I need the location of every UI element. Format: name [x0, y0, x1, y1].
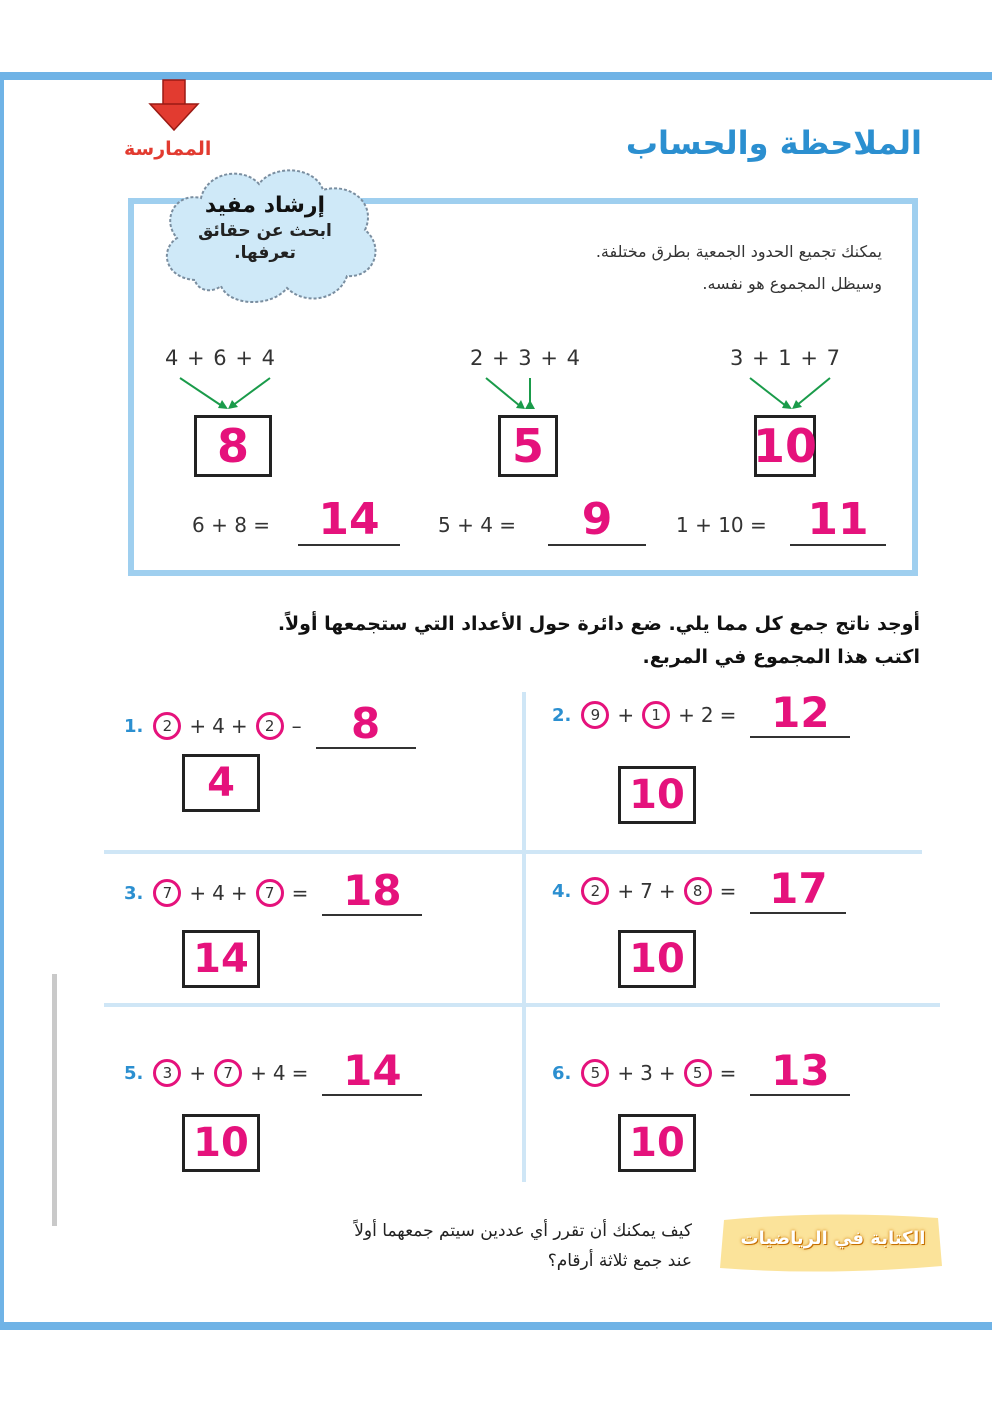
plus-sign: +	[678, 703, 695, 727]
circled-number: 7	[256, 879, 284, 907]
sum-box: 10	[182, 1114, 260, 1172]
equals-sign: =	[291, 881, 309, 905]
plus-sign: +	[189, 1061, 207, 1085]
circled-number: 5	[581, 1059, 609, 1087]
addend: 7	[640, 879, 653, 903]
instructions-line-1: أوجد ناتج جمع كل مما يلي. ضع دائرة حول الأعداد التي ستجمعها أولاً.	[277, 613, 920, 635]
arrow-down-icon	[146, 78, 202, 134]
exercise-2	[552, 688, 850, 738]
tip-text-line-2: وسيظل المجموع هو نفسه.	[702, 274, 882, 293]
writing-badge-label: الكتابة في الرياضيات	[740, 1228, 926, 1249]
writing-prompt	[222, 1216, 692, 1276]
plus-sign: +	[617, 1061, 635, 1085]
cloud-line-1: ابحث عن حقائق	[198, 221, 332, 241]
example-expression: 3 + 1 + 7	[730, 346, 841, 370]
answer-line: 18	[322, 870, 422, 916]
plus-sign: +	[189, 881, 207, 905]
equals-sign: =	[291, 1061, 309, 1085]
sum-box: 10	[618, 766, 696, 824]
plus-sign: +	[617, 703, 635, 727]
grid-divider-horizontal	[104, 1003, 940, 1007]
instructions-line-2: اكتب هذا المجموع في المربع.	[642, 646, 920, 668]
circled-number: 2	[581, 877, 609, 905]
answer-line: 14	[298, 500, 400, 546]
cloud-title: إرشاد مفيد	[204, 193, 326, 218]
answer-line: 12	[750, 692, 850, 738]
sum-box: 5	[498, 415, 558, 477]
exercise-6	[552, 1046, 850, 1096]
answer-line: 11	[790, 500, 886, 546]
plus-sign: +	[250, 1061, 267, 1085]
grid-divider-vertical	[522, 692, 526, 1182]
exercise-number: 4.	[552, 880, 572, 902]
equals-sign: =	[719, 1061, 737, 1085]
copyright-strip	[48, 974, 62, 1226]
addend: 3	[640, 1061, 653, 1085]
circled-number: 7	[153, 879, 181, 907]
plus-sign: +	[189, 714, 207, 738]
cloud-line-2: تعرفها.	[234, 243, 296, 263]
exercise-number: 2.	[552, 704, 572, 726]
exercise-number: 3.	[124, 882, 144, 904]
addend: 4	[272, 1061, 286, 1085]
page-title: الملاحظة والحساب	[625, 124, 922, 162]
circled-number: 3	[153, 1059, 181, 1087]
answer-line: 17	[750, 868, 846, 914]
equals-sign: –	[291, 714, 302, 738]
answer-line: 14	[322, 1050, 422, 1096]
answer-line: 9	[548, 500, 646, 546]
exercise-number: 5.	[124, 1062, 144, 1084]
page-frame-bottom	[0, 1322, 992, 1330]
green-arrows-icon	[480, 376, 550, 412]
answer-line: 8	[316, 703, 416, 749]
addend: 4	[212, 714, 225, 738]
sum-box: 10	[618, 930, 696, 988]
practice-label: الممارسة	[124, 138, 212, 160]
example-equation: 6 + 8 =	[192, 513, 271, 537]
grid-divider-horizontal	[104, 850, 922, 854]
tip-text	[402, 236, 882, 300]
equals-sign: =	[719, 879, 737, 903]
circled-number: 2	[256, 712, 284, 740]
plus-sign: +	[230, 881, 248, 905]
example-expression: 4 + 6 + 4	[165, 346, 276, 370]
sum-box: 10	[754, 415, 816, 477]
circled-number: 9	[581, 701, 609, 729]
exercise-4	[552, 864, 846, 914]
plus-sign: +	[658, 1061, 676, 1085]
instructions	[100, 608, 920, 674]
green-arrows-icon	[740, 376, 840, 412]
sum-box: 8	[194, 415, 272, 477]
circled-number: 5	[684, 1059, 712, 1087]
tip-text-line-1: يمكنك تجميع الحدود الجمعية بطرق مختلفة.	[595, 242, 882, 261]
plus-sign: +	[617, 879, 635, 903]
circled-number: 7	[214, 1059, 242, 1087]
sum-box: 14	[182, 930, 260, 988]
circled-number: 8	[684, 877, 712, 905]
equals-sign: =	[719, 703, 737, 727]
sum-box: 10	[618, 1114, 696, 1172]
plus-sign: +	[230, 714, 248, 738]
exercise-number: 6.	[552, 1062, 572, 1084]
page-frame-left	[0, 72, 4, 1330]
writing-prompt-line-2: عند جمع ثلاثة أرقام؟	[547, 1251, 692, 1271]
exercise-5	[124, 1046, 422, 1096]
plus-sign: +	[658, 879, 676, 903]
example-equation: 1 + 10 =	[676, 513, 767, 537]
answer-line: 13	[750, 1050, 850, 1096]
circled-number: 1	[642, 701, 670, 729]
example-equation: 5 + 4 =	[438, 513, 517, 537]
circled-number: 2	[153, 712, 181, 740]
example-expression: 2 + 3 + 4	[470, 346, 581, 370]
cloud-text	[165, 192, 365, 264]
green-arrows-icon	[170, 376, 280, 412]
addend: 4	[212, 881, 225, 905]
exercise-3	[124, 866, 422, 916]
sum-box: 4	[182, 754, 260, 812]
addend: 2	[700, 703, 714, 727]
writing-prompt-line-1: كيف يمكنك أن تقرر أي عددين سيتم جمعهما أولاً	[354, 1221, 692, 1241]
exercise-number: 1.	[124, 715, 144, 737]
exercise-1	[124, 699, 416, 749]
